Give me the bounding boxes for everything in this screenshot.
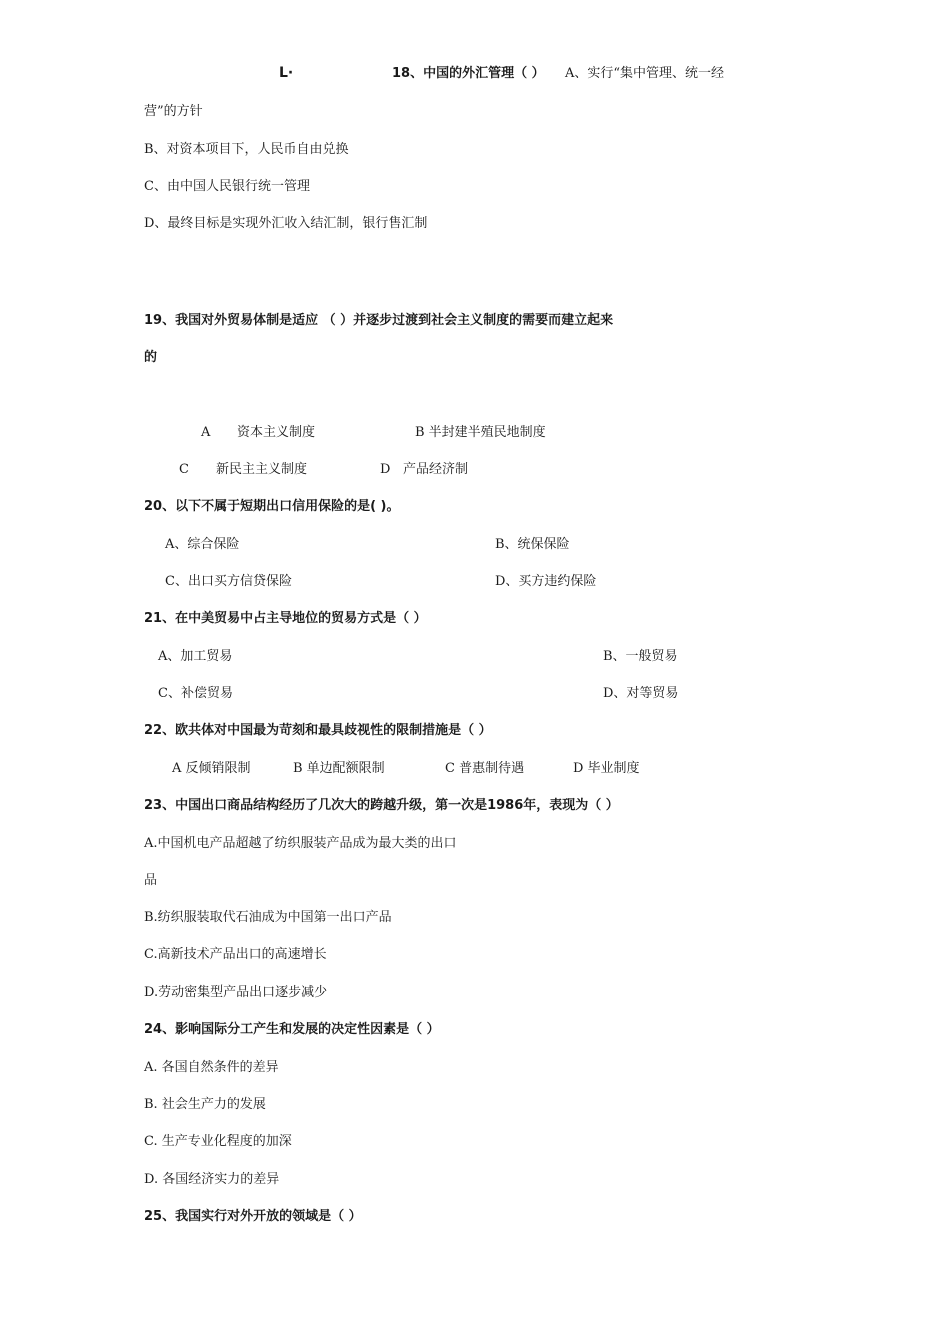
question-22-stem: 22、欧共体对中国最为苛刻和最具歧视性的限制措施是（ ） (144, 723, 492, 738)
question-18-option-a: A、实行“集中管理、统一经 (565, 66, 725, 81)
question-23-option-b: B.纺织服装取代石油成为中国第一出口产品 (144, 910, 392, 925)
question-24-option-a: A. 各国自然条件的差异 (144, 1060, 279, 1075)
question-19-option-a: 资本主义制度 (237, 425, 316, 440)
question-22-option-d: D 毕业制度 (573, 761, 640, 776)
question-22-option-c: C 普惠制待遇 (445, 761, 525, 776)
question-18-option-a-cont: 营”的方针 (144, 104, 203, 119)
question-21-option-c: C、补偿贸易 (158, 686, 233, 701)
question-19-option-d-letter: D (380, 462, 391, 477)
question-23-option-a-cont: 品 (144, 873, 158, 888)
question-18-option-b: B、对资本项目下，人民币自由兑换 (144, 142, 349, 157)
question-22-option-b: B 单边配额限制 (293, 761, 385, 776)
question-18-option-d: D、最终目标是实现外汇收入结汇制，银行售汇制 (144, 216, 428, 231)
question-25-stem: 25、我国实行对外开放的领域是（ ） (144, 1209, 362, 1224)
question-20-option-b: B、统保保险 (495, 537, 570, 552)
question-21-option-b: B、一般贸易 (603, 649, 678, 664)
question-20-option-c: C、出口买方信贷保险 (165, 574, 292, 589)
question-19-option-d: 产品经济制 (403, 462, 469, 477)
question-21-stem: 21、在中美贸易中占主导地位的贸易方式是（ ） (144, 611, 427, 626)
question-24-stem: 24、影响国际分工产生和发展的决定性因素是（ ） (144, 1022, 440, 1037)
question-22-option-a: A 反倾销限制 (172, 761, 251, 776)
question-23-option-d: D.劳动密集型产品出口逐步减少 (144, 985, 328, 1000)
question-23-option-c: C.高新技术产品出口的高速增长 (144, 947, 327, 962)
question-19-stem-cont: 的 (144, 350, 158, 365)
question-24-option-d: D. 各国经济实力的差异 (144, 1172, 280, 1187)
question-19-stem: 19、我国对外贸易体制是适应 （ ）并逐步过渡到社会主义制度的需要而建立起来 (144, 313, 614, 328)
question-23-option-a: A.中国机电产品超越了纺织服装产品成为最大类的出口 (144, 836, 457, 851)
question-18-stem: 18、中国的外汇管理（ ） (392, 66, 545, 81)
question-21-option-a: A、加工贸易 (158, 649, 233, 664)
question-20-option-a: A、综合保险 (165, 537, 240, 552)
question-19-option-a-letter: A (201, 425, 211, 440)
question-23-stem: 23、中国出口商品结构经历了几次大的跨越升级，第一次是1986年，表现为（ ） (144, 798, 619, 813)
question-19-option-c: 新民主主义制度 (216, 462, 308, 477)
question-20-option-d: D、买方违约保险 (495, 574, 597, 589)
question-19-option-b: B 半封建半殖民地制度 (415, 425, 546, 440)
question-24-option-b: B. 社会生产力的发展 (144, 1097, 266, 1112)
question-18-option-c: C、由中国人民银行统一管理 (144, 179, 310, 194)
question-21-option-d: D、对等贸易 (603, 686, 679, 701)
margin-mark: L· (279, 65, 294, 81)
question-19-option-c-letter: C (179, 462, 189, 477)
question-24-option-c: C. 生产专业化程度的加深 (144, 1134, 292, 1149)
question-20-stem: 20、以下不属于短期出口信用保险的是( )。 (144, 499, 400, 514)
